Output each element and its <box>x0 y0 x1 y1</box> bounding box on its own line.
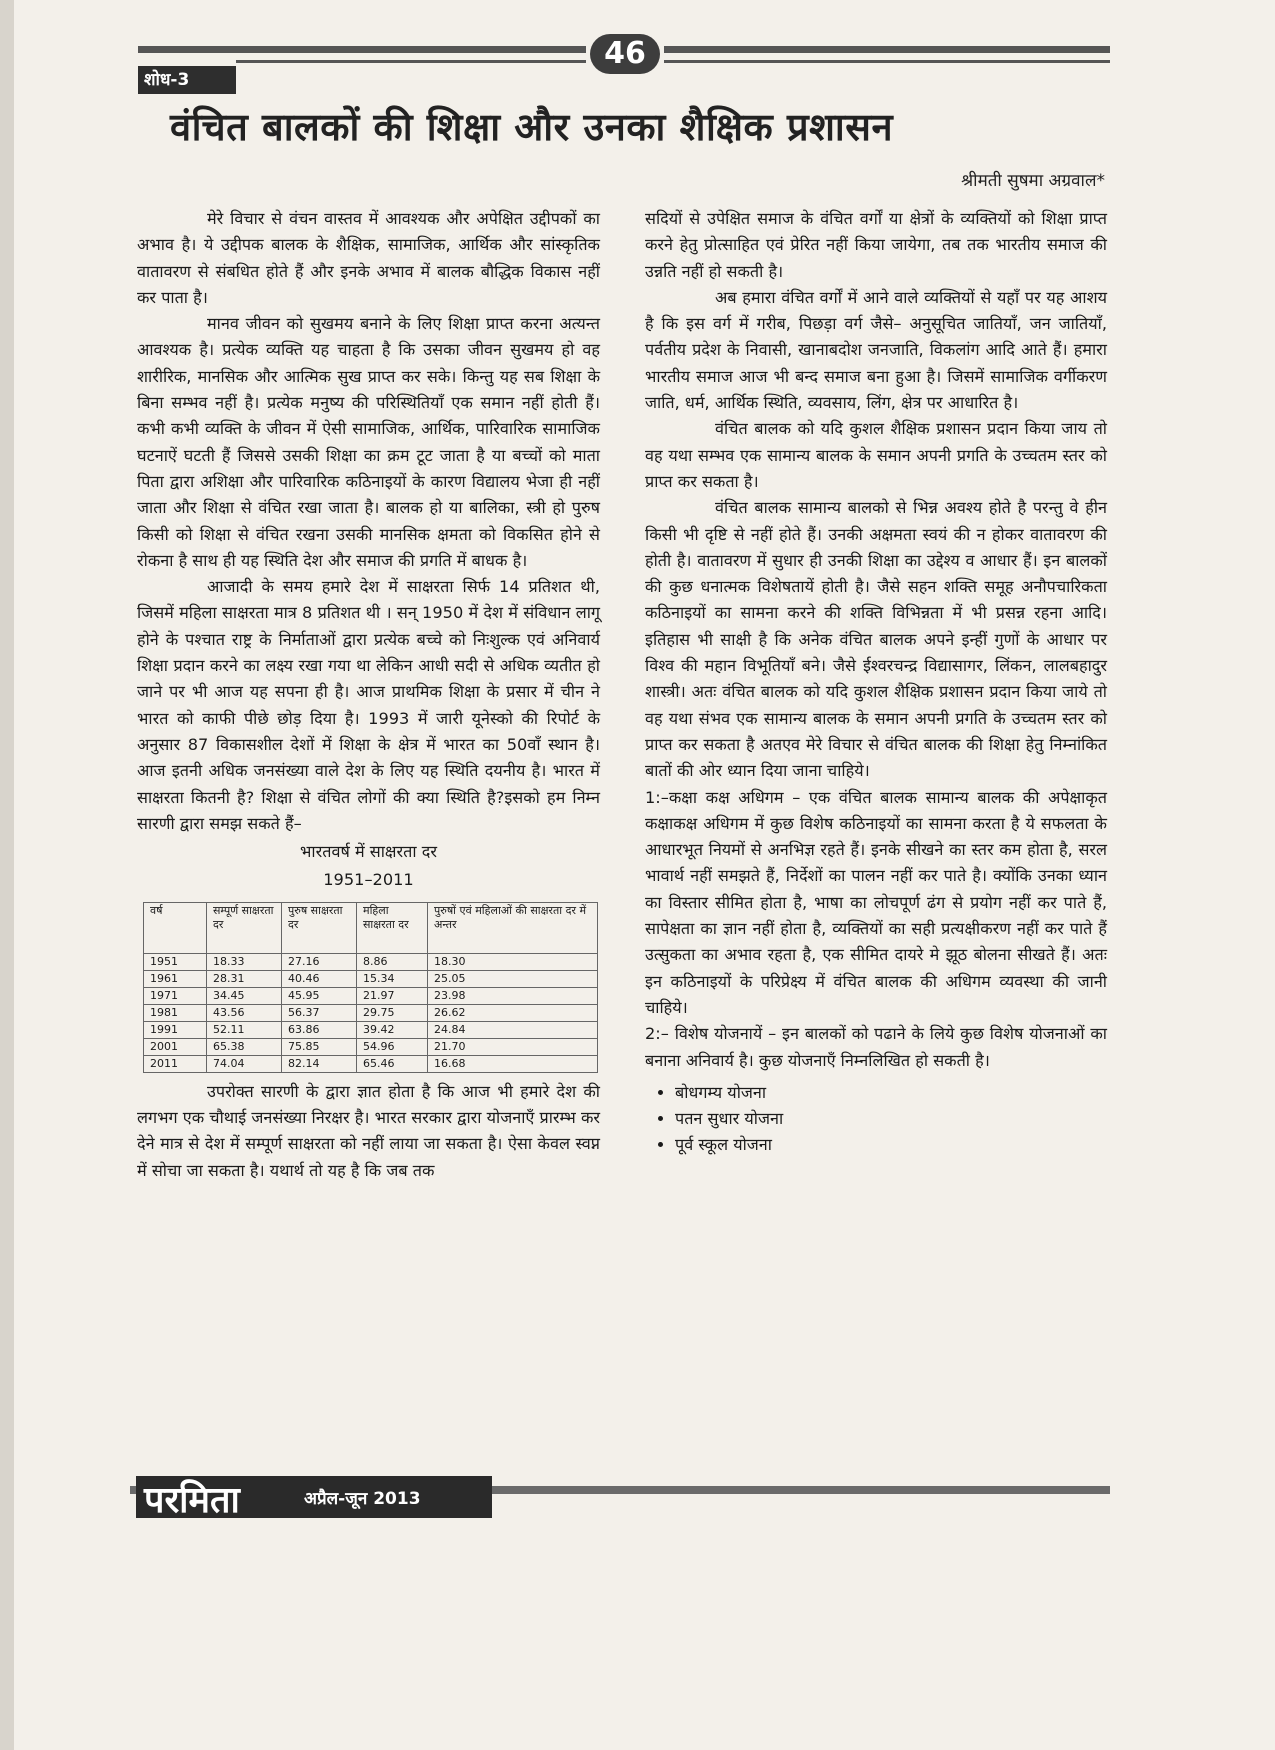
table-cell: 75.85 <box>282 1038 357 1055</box>
table-cell: 2001 <box>144 1038 207 1055</box>
header-rule-left-thin <box>236 60 586 63</box>
plans-list <box>645 1080 1107 1159</box>
table-cell: 8.86 <box>357 953 428 970</box>
table-cell: 34.45 <box>207 987 282 1004</box>
table-cell: 63.86 <box>282 1021 357 1038</box>
header-rule-right-thin <box>664 60 1110 63</box>
table-cell: 27.16 <box>282 953 357 970</box>
table-cell: 25.05 <box>428 970 598 987</box>
table-row <box>144 1021 598 1038</box>
table-cell: 28.31 <box>207 970 282 987</box>
right-paragraph-1: सदियों से उपेक्षित समाज के वंचित वर्गों या क्षेत्रों के व्यक्तियों को शिक्षा प्राप्त करने हेतु प्रोत्साहित एवं प्रेरित नहीं किया जायेगा, तब तक भारतीय समाज की उन्नति नहीं हो सकती है। <box>645 209 1107 281</box>
table-cell: 21.97 <box>357 987 428 1004</box>
table-cell: 1971 <box>144 987 207 1004</box>
table-cell: 54.96 <box>357 1038 428 1055</box>
literacy-table <box>143 902 598 1073</box>
list-item: • बोधगम्य योजना <box>675 1080 1107 1106</box>
table-row <box>144 1004 598 1021</box>
table-cell: 52.11 <box>207 1021 282 1038</box>
list-item: • पूर्व स्कूल योजना <box>675 1132 1107 1158</box>
header-rule-right <box>664 46 1110 53</box>
table-cell: 26.62 <box>428 1004 598 1021</box>
table-cell: 82.14 <box>282 1055 357 1072</box>
table-row <box>144 970 598 987</box>
table-cell: 16.68 <box>428 1055 598 1072</box>
section-tag: शोध-3 <box>138 66 236 94</box>
table-cell: 65.38 <box>207 1038 282 1055</box>
table-cell: 15.34 <box>357 970 428 987</box>
table-header-cell: महिला साक्षरता दर <box>357 902 428 953</box>
right-paragraph-5: 1:–कक्षा कक्ष अधिगम – एक वंचित बालक सामान्य बालक की अपेक्षाकृत कक्षाकक्ष अधिगम में कुछ विशेष कठिनाइयों का सामना करता है ये सफलता के आधारभूत नियमों से अनभिज्ञ रहते हैं। इनके सीखने का स्तर कम होता है, सरल भावार्थ नहीं समझते हैं, निर्देशों का पालन नहीं कर पाते है। क्योंकि उनका ध्यान का विस्तार सीमित होता है, भाषा का लोचपूर्ण ढंग से प्रयोग नहीं कर पाते हैं, सापेक्षता का ज्ञान नहीं होता है, व्यक्तियों का सही प्रत्यक्षीकरण नहीं कर पाते हैं उत्सुकता का अभाव रहता है, एक सीमित दायरे मे झूठ बोलना सीखते हैं। अतः इन कठिनाइयों के परिप्रेक्ष्य में वंचित बालक की अधिगम व्यवस्था की जानी चाहिये। <box>645 787 1107 1017</box>
table-row <box>144 987 598 1004</box>
table-cell: 74.04 <box>207 1055 282 1072</box>
table-cell: 2011 <box>144 1055 207 1072</box>
table-row <box>144 1055 598 1072</box>
table-cell: 18.30 <box>428 953 598 970</box>
table-row <box>144 953 598 970</box>
table-header-cell: पुरुषों एवं महिलाओं की साक्षरता दर में अन्तर <box>428 902 598 953</box>
right-paragraph-3: वंचित बालक को यदि कुशल शैक्षिक प्रशासन प्रदान किया जाय तो वह यथा सम्भव एक सामान्य बालक के समान अपनी प्रगति के उच्चतम स्तर को प्राप्त कर सकता है। <box>645 419 1107 491</box>
left-paragraph-1: मेरे विचार से वंचन वास्तव में आवश्यक और अपेक्षित उद्दीपकों का अभाव है। ये उद्दीपक बालक के शैक्षिक, सामाजिक, आर्थिक और सांस्कृतिक वातावरण से संबधित होते हैं और इनके अभाव में बालक बौद्धिक विकास नहीं कर पाता है। <box>137 209 600 307</box>
left-paragraph-2: मानव जीवन को सुखमय बनाने के लिए शिक्षा प्राप्त करना अत्यन्त आवश्यक है। प्रत्येक व्यक्ति यह चाहता है कि उसका जीवन सुखमय हो वह शारीरिक, मानसिक और आत्मिक सुख प्राप्त कर सके। किन्तु यह सब शिक्षा के बिना सम्भव नहीं है। प्रत्येक मनुष्य की परिस्थितियाँ एक समान नहीं होती हैं। कभी कभी व्यक्ति के जीवन में ऐसी सामाजिक, आर्थिक, पारिवारिक सामाजिक घटनाऐं घटती हैं जिससे उसकी शिक्षा का क्रम टूट जाता है या बच्चों को माता पिता द्वारा अशिक्षा और पारिवारिक कठिनाइयों के कारण विद्यालय भेजा ही नहीं जाता और शिक्षा से वंचित रखा जाता है। बालक हो या बालिका, स्त्री हो पुरुष किसी को शिक्षा से वंचित रखना उसकी मानसिक क्षमता को विकसित होने से रोकना है साथ ही यह स्थिति देश और समाज की प्रगति में बाधक है। <box>137 314 600 570</box>
table-cell: 43.56 <box>207 1004 282 1021</box>
article-title: वंचित बालकों की शिक्षा और उनका शैक्षिक प्रशासन <box>170 105 894 149</box>
page-binding-edge <box>0 0 14 1750</box>
table-caption: भारतवर्ष में साक्षरता दर <box>300 842 437 862</box>
table-cell: 18.33 <box>207 953 282 970</box>
right-column <box>645 206 1107 1159</box>
left-paragraph-3: आजादी के समय हमारे देश में साक्षरता सिर्फ 14 प्रतिशत थी, जिसमें महिला साक्षरता मात्र 8 प्रतिशत थी । सन् 1950 में देश में संविधान लागू होने के पश्चात राष्ट्र के निर्माताओं द्वारा प्रत्येक बच्चे को निःशुल्क एवं अनिवार्य शिक्षा प्रदान करने का लक्ष्य रखा गया था लेकिन आधी सदी से अधिक व्यतीत हो जाने पर भी आज यह सपना ही है। आज प्राथमिक शिक्षा के प्रसार में चीन ने भारत को काफी पीछे छोड़ दिया है। 1993 में जारी यूनेस्को की रिपोर्ट के अनुसार 87 विकासशील देशों में शिक्षा के क्षेत्र में भारत का 50वाँ स्थान है। आज इतनी अधिक जनसंख्या वाले देश के लिए यह स्थिति दयनीय है। भारत में साक्षरता कितनी है? शिक्षा से वंचित लोगों की क्या स्थिति है?इसको हम निम्न सारणी द्वारा समझ सकते हैं– <box>137 577 600 833</box>
list-item: • पतन सुधार योजना <box>675 1106 1107 1132</box>
table-cell: 1961 <box>144 970 207 987</box>
header-rule-left <box>138 46 586 53</box>
left-column <box>137 206 600 1184</box>
right-paragraph-4: वंचित बालक सामान्य बालको से भिन्न अवश्य होते है परन्तु वे हीन किसी भी दृष्टि से नहीं होते हैं। उनकी अक्षमता स्वयं की न होकर वातावरण की होती है। वातावरण में सुधार ही उनकी शिक्षा का उद्देश्य व आधार हैं। इन बालकों की कुछ धनात्मक विशेषतायें होती है। जैसे सहन शक्ति समूह अनौपचारिकता कठिनाइयों का सामना करने की शक्ति विभिन्नता में भी प्रसन्न रहना आदि। इतिहास भी साक्षी है कि अनेक वंचित बालक अपने इन्हीं गुणों के आधार पर विश्व की महान विभूतियाँ बने। जैसे ईश्वरचन्द्र विद्यासागर, लिंकन, लालबहादुर शास्त्री। अतः वंचित बालक को यदि कुशल शैक्षिक प्रशासन प्रदान किया जाये तो वह यथा संभव एक सामान्य बालक के समान अपनी प्रगति के उच्चतम स्तर को प्राप्त कर सकता है अतएव मेरे विचार से वंचित बालक की शिक्षा हेतु निम्नांकित बातों की ओर ध्यान दिया जाना चाहिये। <box>645 498 1107 781</box>
table-cell: 65.46 <box>357 1055 428 1072</box>
table-cell: 45.95 <box>282 987 357 1004</box>
right-paragraph-2: अब हमारा वंचित वर्गों में आने वाले व्यक्तियों से यहाँ पर यह आशय है कि इस वर्ग में गरीब, पिछड़ा वर्ग जैसे– अनुसूचित जातियाँ, जन जातियाँ, पर्वतीय प्रदेश के निवासी, खानाबदोश जनजाति, विकलांग आदि आते हैं। हमारा भारतीय समाज आज भी बन्द समाज बना हुआ है। जिसमें सामाजिक वर्गीकरण जाति, धर्म, आर्थिक स्थिति, व्यवसाय, लिंग, क्षेत्र पर आधारित है। <box>645 287 1107 413</box>
issue-date: अप्रैल-जून 2013 <box>304 1489 421 1509</box>
table-header-cell: पुरुष साक्षरता दर <box>282 902 357 953</box>
left-paragraph-4: उपरोक्त सारणी के द्वारा ज्ञात होता है कि आज भी हमारे देश की लगभग एक चौथाई जनसंख्या निरक्षर है। भारत सरकार द्वारा योजनाएँ प्रारम्भ कर देने मात्र से देश में सम्पूर्ण साक्षरता को नहीं लाया जा सकता है। ऐसा केवल स्वप्न में सोचा जा सकता है। यथार्थ तो यह है कि जब तक <box>137 1081 600 1180</box>
table-cell: 1991 <box>144 1021 207 1038</box>
footer-banner <box>136 1476 492 1521</box>
table-cell: 39.42 <box>357 1021 428 1038</box>
table-cell: 1951 <box>144 953 207 970</box>
table-cell: 23.98 <box>428 987 598 1004</box>
right-paragraph-6: 2:– विशेष योजनायें – इन बालकों को पढाने के लिये कुछ विशेष योजनाओं का बनाना अनिवार्य है। कुछ योजनाएँ निम्नलिखित हो सकती है। <box>645 1024 1107 1070</box>
table-header-row <box>144 902 598 953</box>
author-name: श्रीमती सुषमा अग्रवाल* <box>961 171 1105 191</box>
table-cell: 56.37 <box>282 1004 357 1021</box>
magazine-brand: परमिता <box>144 1479 240 1521</box>
table-year-range: 1951–2011 <box>323 870 414 890</box>
table-cell: 21.70 <box>428 1038 598 1055</box>
table-header-cell: वर्ष <box>144 902 207 953</box>
page-number: 46 <box>590 34 660 74</box>
table-row <box>144 1038 598 1055</box>
table-header-cell: सम्पूर्ण साक्षरता दर <box>207 902 282 953</box>
table-cell: 40.46 <box>282 970 357 987</box>
table-cell: 1981 <box>144 1004 207 1021</box>
table-cell: 24.84 <box>428 1021 598 1038</box>
table-cell: 29.75 <box>357 1004 428 1021</box>
